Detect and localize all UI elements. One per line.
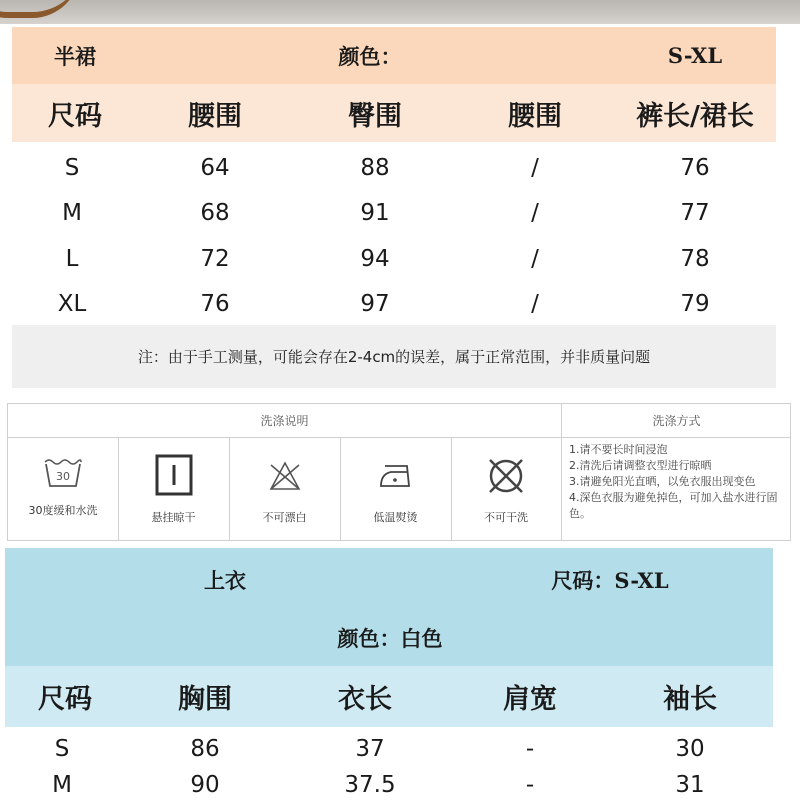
wash-method-item: 3.请避免阳光直晒，以免衣服出现变色	[569, 475, 756, 488]
no-dry-clean-icon	[451, 454, 561, 498]
wash-method-list	[569, 442, 789, 522]
top-header-sleeve: 袖长	[663, 684, 717, 715]
skirt-cell-hip: 97	[360, 291, 390, 317]
wash-temp-text: 30	[56, 470, 70, 483]
skirt-cell-length: 77	[680, 200, 710, 226]
top-size-label: 尺码：S-XL	[551, 568, 669, 593]
wash-label-1: 30度缓和水洗	[28, 504, 98, 517]
top-color-label: 颜色：白色	[337, 626, 443, 651]
skirt-cell-waist-2: /	[531, 246, 539, 272]
top-cell-shoulder: -	[525, 736, 535, 762]
skirt-cell-length: 78	[680, 246, 710, 272]
wash-30-icon	[8, 452, 118, 492]
wash-label-4: 低温熨烫	[373, 511, 418, 524]
skirt-cell-hip: 88	[360, 155, 390, 181]
skirt-cell-waist-2: /	[531, 291, 539, 317]
skirt-cell-waist: 68	[200, 200, 230, 226]
top-cell-length: 37.5	[344, 772, 396, 798]
skirt-cell-size: XL	[57, 291, 87, 317]
skirt-header-length: 裤长/裙长	[636, 100, 754, 132]
wash-method-item: 1.请不要长时间浸泡	[569, 443, 668, 456]
wash-method-item: 2.清洗后请调整衣型进行晾晒	[569, 459, 712, 472]
wash-care-panel	[7, 403, 791, 541]
no-bleach-icon	[229, 456, 340, 496]
skirt-cell-waist: 72	[200, 246, 230, 272]
skirt-cell-length: 76	[680, 155, 710, 181]
skirt-cell-waist-2: /	[531, 200, 539, 226]
top-decoration	[0, 0, 800, 24]
skirt-cell-length: 79	[680, 291, 710, 317]
skirt-cell-hip: 94	[360, 246, 390, 272]
top-header-shoulder: 肩宽	[503, 684, 557, 715]
top-cell-sleeve: 31	[675, 772, 705, 798]
low-iron-icon	[340, 456, 451, 496]
skirt-cell-waist-2: /	[531, 155, 539, 181]
skirt-title: 半裙	[54, 43, 96, 69]
top-header-chest: 胸围	[178, 684, 232, 715]
skirt-cell-size: S	[64, 155, 80, 181]
measurement-note: 注：由于手工测量，可能会存在2-4cm的误差，属于正常范围，并非质量问题	[137, 348, 651, 366]
top-cell-chest: 90	[190, 772, 220, 798]
wash-label-2: 悬挂晾干	[151, 511, 196, 524]
skirt-cell-size: M	[62, 200, 82, 226]
top-header-length: 衣长	[338, 684, 392, 715]
skirt-header-size: 尺码	[48, 100, 102, 132]
skirt-size-range: S-XL	[667, 43, 723, 68]
top-cell-size: S	[54, 736, 70, 762]
wash-method-item: 4.深色衣服为避免掉色，可加入盐水进行固色。	[569, 491, 778, 520]
wash-label-5: 不可干洗	[484, 511, 528, 524]
skirt-header-waist-2: 腰围	[508, 100, 562, 132]
top-cell-length: 37	[355, 736, 385, 762]
skirt-header-waist: 腰围	[188, 100, 242, 132]
wash-method-title: 洗涤方式	[652, 414, 701, 428]
hang-dry-icon	[118, 452, 229, 498]
skirt-color-label: 颜色：	[338, 43, 402, 69]
skirt-header-hip: 臀围	[348, 100, 402, 132]
wash-label-3: 不可漂白	[262, 511, 307, 524]
top-cell-size: M	[52, 772, 72, 798]
skirt-cell-waist: 76	[200, 291, 230, 317]
top-cell-chest: 86	[190, 736, 220, 762]
top-title: 上衣	[204, 568, 246, 593]
skirt-cell-size: L	[65, 246, 79, 272]
wash-instructions-title: 洗涤说明	[260, 414, 309, 428]
top-header-size: 尺码	[38, 684, 92, 715]
skirt-cell-waist: 64	[200, 155, 230, 181]
top-cell-sleeve: 30	[675, 736, 705, 762]
top-cell-shoulder: -	[525, 772, 535, 798]
skirt-cell-hip: 91	[360, 200, 390, 226]
